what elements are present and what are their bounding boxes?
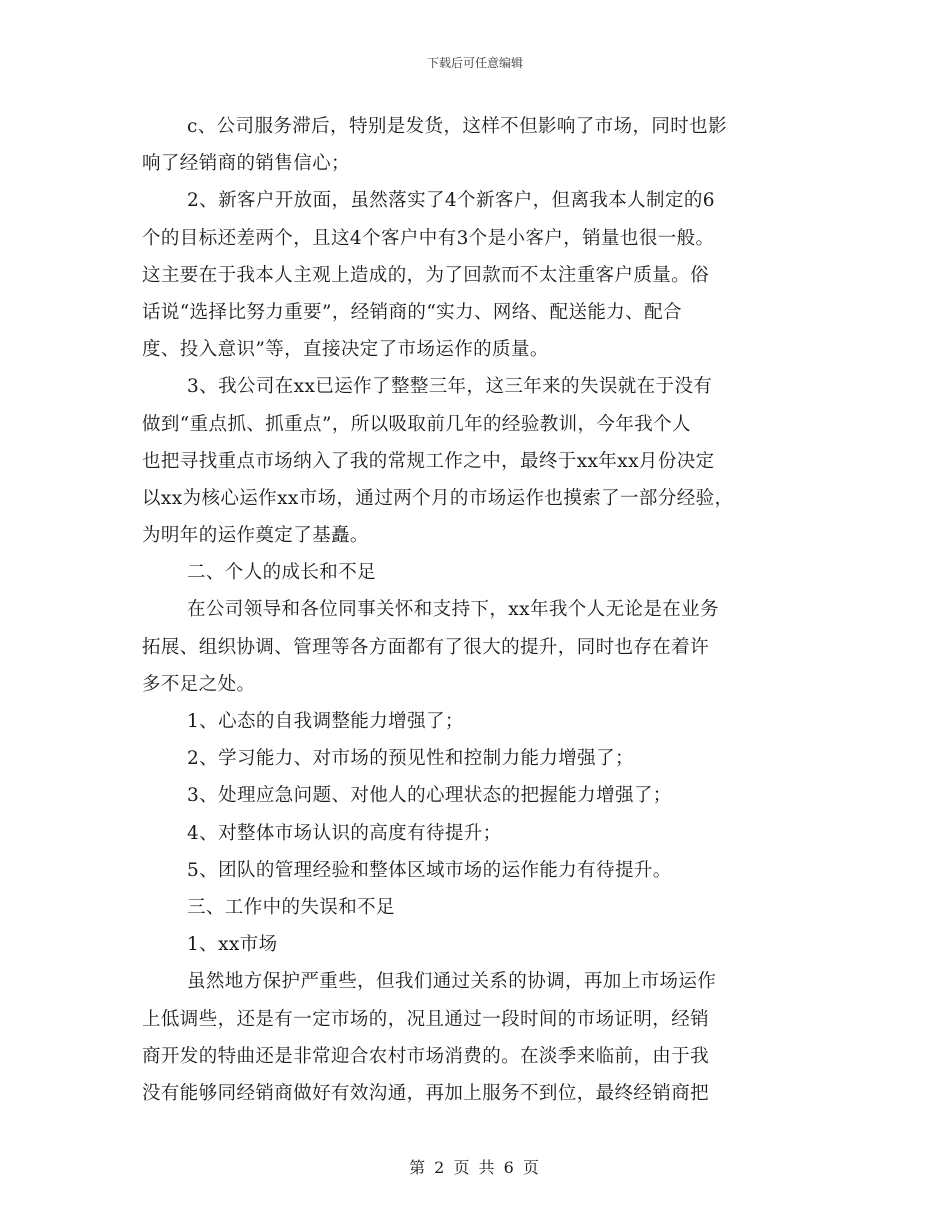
- text-line: 2、新客户开放面，虽然落实了4个新客户，但离我本人制定的6: [187, 190, 715, 212]
- list-item: 3、处理应急问题、对他人的心理状态的把握能力增强了；: [187, 785, 672, 807]
- text-line: 以xx为核心运作xx市场，通过两个月的市场运作也摸索了一部分经验，: [142, 487, 734, 509]
- list-item: 2、学习能力、对市场的预见性和控制力能力增强了；: [187, 748, 634, 770]
- text-line: 为明年的运作奠定了基矗。: [142, 525, 369, 547]
- subsection-heading: 1、xx市场: [187, 934, 278, 956]
- section-heading: 三、工作中的失误和不足: [187, 896, 395, 918]
- text-line: 商开发的特曲还是非常迎合农村市场消费的。在淡季来临前，由于我: [142, 1045, 710, 1067]
- text-line: 在公司领导和各位同事关怀和支持下，xx年我个人无论是在业务: [187, 599, 719, 621]
- page-number: 第 2 页 共 6 页: [409, 1158, 541, 1177]
- text-line: 个的目标还差两个，且这4个客户中有3个是小客户，销量也很一般。: [142, 227, 715, 249]
- text-line: 度、投入意识”等，直接决定了市场运作的质量。: [142, 339, 549, 361]
- text-line: 多不足之处。: [142, 673, 256, 695]
- text-line: 上低调些，还是有一定市场的，况且通过一段时间的市场证明，经销: [142, 1008, 710, 1030]
- section-heading: 二、个人的成长和不足: [187, 562, 377, 584]
- text-line: 3、我公司在xx已运作了整整三年，这三年来的失误就在于没有: [187, 376, 713, 398]
- text-line: 响了经销商的销售信心；: [142, 153, 350, 175]
- text-line: 也把寻找重点市场纳入了我的常规工作之中，最终于xx年xx月份决定: [142, 450, 715, 472]
- text-line: 虽然地方保护严重些，但我们通过关系的协调，再加上市场运作: [187, 971, 717, 993]
- list-item: 4、对整体市场认识的高度有待提升；: [187, 822, 502, 844]
- text-line: 做到“重点抓、抓重点”，所以吸取前几年的经验教训，今年我个人: [142, 413, 691, 435]
- page-header-note: 下载后可任意编辑: [426, 56, 523, 70]
- text-line: 这主要在于我本人主观上造成的，为了回款而不太注重客户质量。俗: [142, 264, 710, 286]
- list-item: 5、团队的管理经验和整体区域市场的运作能力有待提升。: [187, 859, 672, 881]
- text-line: 拓展、组织协调、管理等各方面都有了很大的提升，同时也存在着许: [142, 636, 710, 658]
- text-line: c、公司服务滞后，特别是发货，这样不但影响了市场，同时也影: [187, 116, 727, 137]
- text-line: 话说“选择比努力重要”，经销商的“实力、网络、配送能力、配合: [142, 301, 682, 323]
- document-body: [142, 108, 842, 1112]
- list-item: 1、心态的自我调整能力增强了；: [187, 711, 464, 732]
- text-line: 没有能够同经销商做好有效沟通，再加上服务不到位，最终经销商把: [142, 1082, 710, 1104]
